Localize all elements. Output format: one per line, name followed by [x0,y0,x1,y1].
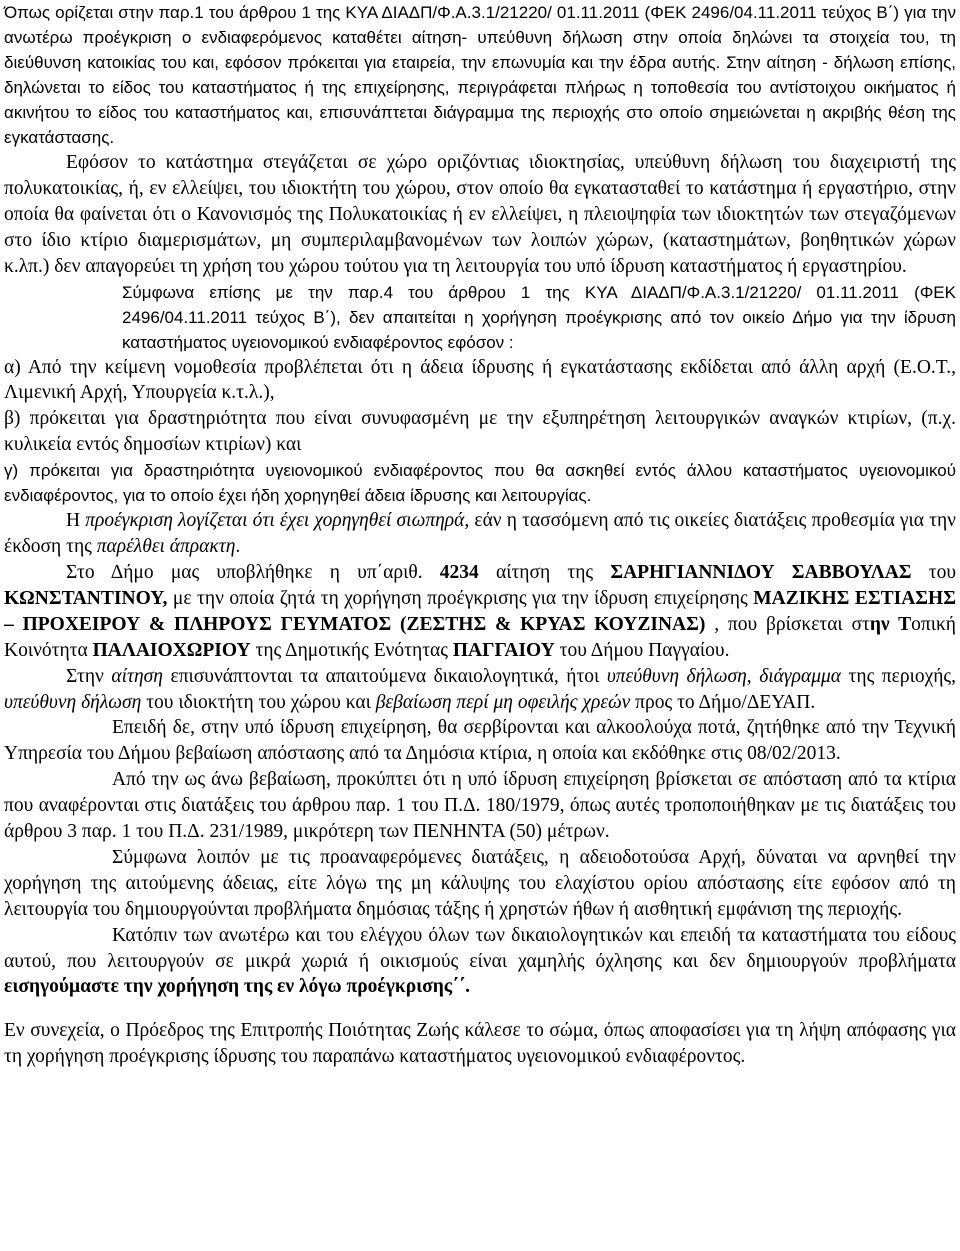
paragraph-application-requirements: Όπως ορίζεται στην παρ.1 του άρθρου 1 της ΚΥΑ ΔΙΑΔΠ/Φ.Α.3.1/21220/ 01.11.2011 (ΦΕΚ 2496/04.11.2011 τεύχος Β΄) για την ανωτέρω προέγκριση ο ενδιαφερόμενος καταθέτει αίτηση- υπεύθυνη δήλωση στην οποία δηλώνει τα στοιχεία του, τη διεύθυνση κατοικίας του και, εφόσον πρόκειται για εταιρεία, την επωνυμία και την έδρα αυτής. Στην αίτηση - δήλωση επίσης, δηλώνεται το είδος του καταστήματος ή της επιχείρησης, περιγράφεται πλήρως η τοποθεσία του αντίστοιχου οικήματος ή ακινήτου το είδος του καταστήματος και, επισυνάπτεται διάγραμμα της περιοχής στο οποίο σημειώνεται η ακριβής θέση της εγκατάστασης. [4,3,956,147]
paragraph-recommendation: Κατόπιν των ανωτέρω και του ελέγχου όλων των δικαιολογητικών και επειδή τα καταστήματα του είδους αυτού, που λειτουργούν σε μικρά χωριά ή οικισμούς είναι χαμηλής όχλησης και δεν δημιουργούν προβλήματα εισηγούμαστε την χορήγηση της εν λόγω προέγκρισης΄΄. [4,924,956,998]
paragraph-tacit-approval: Η προέγκριση λογίζεται ότι έχει χορηγηθεί σιωπηρά, εάν η τασσόμενη από τις οικείες διατάξεις προθεσμία για την έκδοση της παρέλθει άπρακτη. [4,510,956,558]
paragraph-authority-discretion: Σύμφωνα λοιπόν με τις προαναφερόμενες διατάξεις, η αδειοδοτούσα Αρχή, δύναται να αρνηθεί την χορήγηση της αιτούμενης άδειας, είτε λόγω της μη κάλυψης του ελαχίστου ορίου απόστασης είτε εφόσον από τη λειτουργία του δημιουργούνται προβλήματα δημόσιας τάξης ή χρηστών ήθων ή αισθητική εμφάνιση της περιοχής. [4,846,956,920]
document-page [4,0,956,1070]
paragraph-exemption-intro: Σύμφωνα επίσης με την παρ.4 του άρθρου 1 της ΚΥΑ ΔΙΑΔΠ/Φ.Α.3.1/21220/ 01.11.2011 (ΦΕΚ 2496/04.11.2011 τεύχος Β΄), δεν απαιτείται η χορήγηση προέγκρισης από τον οικείο Δήμο για την ίδρυση καταστήματος υγειονομικού ενδιαφέροντος εφόσον : [122,282,956,352]
paragraph-distance-finding: Από την ως άνω βεβαίωση, προκύπτει ότι η υπό ίδρυση επιχείρηση βρίσκεται σε απόσταση από τα κτίρια που αναφέρονται στις διατάξεις του άρθρου παρ. 1 του Π.Δ. 180/1979, όπως αυτές τροποποιήθηκαν με τις διατάξεις του άρθρου 3 παρ. 1 του Π.Δ. 231/1989, μικρότερη των ΠΕΝΗΝΤΑ (50) μέτρων. [4,769,956,843]
paragraph-horizontal-property: Εφόσον το κατάστημα στεγάζεται σε χώρο οριζόντιας ιδιοκτησίας, υπεύθυνη δήλωση του διαχειριστή της πολυκατοικίας, ή, εν ελλείψει, του ιδιοκτήτη του χώρου, στον οποίο θα εγκατασταθεί το κατάστημα ή εργαστήριο, στην οποία θα φαίνεται ότι ο Κανονισμός της Πολυκατοικίας ή εν ελλείψει, η πλειοψηφία των ιδιοκτητών των στεγαζόμενων στο ίδιο κτίριο διαμερισμάτων, μη συμπεριλαμβανομένων των λοιπών χώρων, (καταστημάτων, βοηθητικών χώρων κ.λπ.) δεν απαγορεύει τη χρήση του χώρου τούτου για τη λειτουργία του υπό ίδρυση καταστήματος ή εργαστηρίου. [4,152,956,277]
list-item-b: β) πρόκειται για δραστηριότητα που είναι συνυφασμένη με την εξυπηρέτηση λειτουργικών αναγκών κτιρίων, (π.χ. κυλικεία εντός δημοσίων κτιρίων) και [4,408,956,456]
list-item-a: α) Από την κείμενη νομοθεσία προβλέπεται ότι η άδεια ίδρυσης ή εγκατάστασης εκδίδεται από άλλη αρχή (Ε.Ο.Τ., Λιμενική Αρχή, Υπουργεία κ.τ.λ.), [4,356,956,404]
paragraph-attachments: Στην αίτηση επισυνάπτονται τα απαιτούμενα δικαιολογητικά, ήτοι υπεύθυνη δήλωση, διάγραμμα της περιοχής, υπεύθυνη δήλωση του ιδιοκτήτη του χώρου και βεβαίωση περί μη οφειλής χρεών προς το Δήμο/ΔΕΥΑΠ. [4,665,957,713]
paragraph-alcohol-certificate: Επειδή δε, στην υπό ίδρυση επιχείρηση, θα σερβίρονται και αλκοολούχα ποτά, ζητήθηκε από την Τεχνική Υπηρεσία του Δήμου βεβαίωση απόστασης από τα Δημόσια κτίρια, η οποία και εκδόθηκε στις 08/02/2013. [4,717,956,765]
paragraph-chairman-call: Εν συνεχεία, ο Πρόεδρος της Επιτροπής Ποιότητας Ζωής κάλεσε το σώμα, όπως αποφασίσει για τη λήψη απόφασης για τη χορήγηση προέγκρισης ίδρυσης του παραπάνω καταστήματος υγειονομικού ενδιαφέροντος. [4,1020,956,1068]
list-item-c: γ) πρόκειται για δραστηριότητα υγειονομικού ενδιαφέροντος που θα ασκηθεί εντός άλλου καταστήματος υγειονομικού ενδιαφέροντος, για το οποίο έχει ήδη χορηγηθεί άδεια ίδρυσης και λειτουργίας. [4,461,956,506]
paragraph-application-details: Στο Δήμο μας υποβλήθηκε η υπ΄αριθ. 4234 αίτηση της ΣΑΡΗΓΙΑΝΝΙΔΟΥ ΣΑΒΒΟΥΛΑΣ του ΚΩΝΣΤΑΝΤΙΝΟΥ, με την οποία ζητά τη χορήγηση προέγκρισης για την ίδρυση επιχείρησης ΜΑΖΙΚΗΣ ΕΣΤΙΑΣΗΣ – ΠΡΟΧΕΙΡΟΥ & ΠΛΗΡΟΥΣ ΓΕΥΜΑΤΟΣ (ΖΕΣΤΗΣ & ΚΡΥΑΣ ΚΟΥΖΙΝΑΣ) , που βρίσκεται στην Τοπική Κοινότητα ΠΑΛΑΙΟΧΩΡΙΟΥ της Δημοτικής Ενότητας ΠΑΓΓΑΙΟΥ του Δήμου Παγγαίου. [4,561,956,661]
